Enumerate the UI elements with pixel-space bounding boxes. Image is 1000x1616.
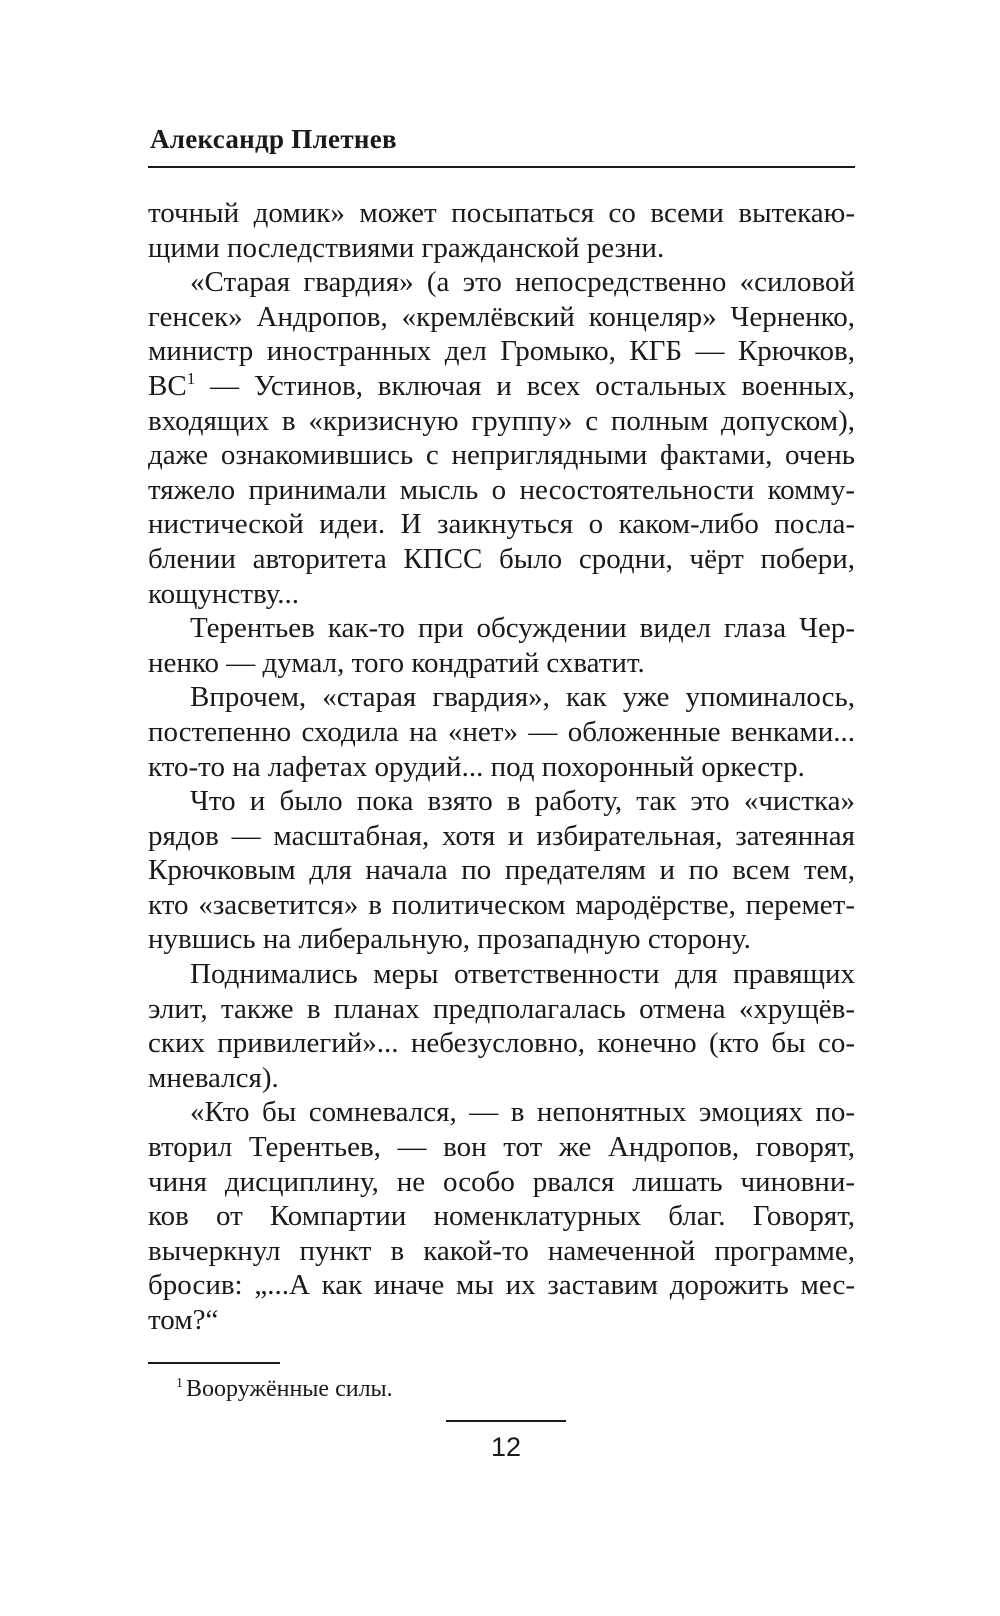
text-line: кто-то на лафетах орудий... под похоронный оркестр.	[148, 750, 805, 783]
footnote	[176, 1376, 393, 1403]
text-line: нистической идеи. И заикнуться о каком-либо посла-	[148, 508, 855, 541]
text-line: точный домик» может посыпаться со всеми вытекаю-	[148, 197, 855, 229]
text-line: министр иностранных дел Громыко, КГБ — Крючков,	[148, 335, 855, 368]
text-line: вычеркнул пункт в какой-то намеченной программе,	[148, 1234, 855, 1267]
text-line: рядов — масштабная, хотя и избирательная, затеянная	[148, 819, 855, 852]
text-line: «Кто бы сомневался, — в непонятных эмоциях по-	[190, 1096, 855, 1129]
text-line: постепенно сходила на «нет» — обложенные венками...	[148, 715, 855, 748]
text-line: чиня дисциплину, не особо рвался лишать чиновни-	[148, 1165, 855, 1198]
text-line: нувшись на либеральную, прозападную сторону.	[148, 923, 751, 956]
text-fragment: — Устинов, включая и всех остальных военных,	[195, 369, 855, 402]
page-number-rule	[446, 1420, 566, 1422]
text-line: ских привилегий»... небезусловно, конечно (кто бы со-	[148, 1027, 855, 1060]
text-line: кто «засветится» в политическом мародёрстве, перемет-	[148, 888, 855, 921]
text-line: блении авторитета КПСС было сродни, чёрт побери,	[148, 542, 855, 575]
text-line: щими последствиями гражданской резни.	[148, 231, 665, 264]
text-line: Терентьев как-то при обсуждении видел глаза Чер-	[190, 612, 855, 645]
text-line: мневался).	[148, 1061, 279, 1094]
footnote-rule	[148, 1362, 280, 1364]
text-line: элит, также в планах предполагалась отмена «хрущёв-	[148, 992, 855, 1025]
page-number: 12	[490, 1432, 522, 1462]
text-line: даже ознакомившись с неприглядными фактами, очень	[148, 439, 855, 472]
text-fragment: ВС	[148, 369, 187, 402]
text-line: входящих в «кризисную группу» с полным допуском),	[148, 404, 855, 437]
footnote-reference: 1	[186, 368, 196, 388]
text-line: вторил Терентьев, — вон тот же Андропов, говорят,	[148, 1131, 855, 1164]
text-line: тяжело принимали мысль о несостоятельности комму-	[148, 473, 855, 506]
text-line: ненко — думал, того кондратий схватит.	[148, 646, 645, 679]
footnote-marker: 1	[176, 1376, 183, 1391]
text-line: Что и было пока взято в работу, так это «чистка»	[190, 785, 855, 818]
text-line	[148, 369, 855, 404]
text-line: Поднимались меры ответственности для правящих	[190, 958, 855, 991]
text-line: бросив: „...А как иначе мы их заставим дорожить мес-	[148, 1269, 855, 1302]
text-line: том?“	[148, 1304, 219, 1336]
text-line: генсек» Андропов, «кремлёвский концеляр» Черненко,	[148, 300, 855, 333]
text-line: кощунству...	[148, 577, 300, 610]
main-text	[148, 196, 855, 1338]
header-rule	[148, 166, 855, 168]
text-line: Впрочем, «старая гвардия», как уже упоминалось,	[190, 681, 855, 714]
text-line: Крючковым для начала по предателям и по всем тем,	[148, 854, 855, 887]
text-line: «Старая гвардия» (а это непосредственно «силовой	[190, 266, 855, 299]
footnote-text: Вооружённые силы.	[186, 1376, 393, 1402]
running-head-author: Александр Плетнев	[150, 124, 397, 154]
text-line: ков от Компартии номенклатурных благ. Говорят,	[148, 1200, 855, 1233]
